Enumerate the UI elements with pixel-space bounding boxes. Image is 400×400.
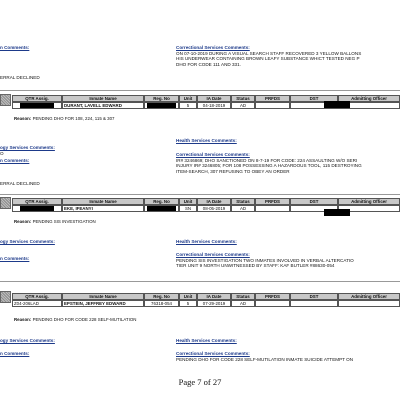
psych-comments-label-2: ogy Services Comments: xyxy=(0,145,55,150)
correctional-text-3: PENDING SIS INVESTIGATION TWO INMATES INVOLVED IN VERBAL ALTERCATIO TIER UNIT 9 NORTH UNWITNESSED BY STAFF: KAF BUTLER #88630-054 xyxy=(176,258,354,269)
psych-comments-label-3: ogy Services Comments: xyxy=(0,239,55,244)
header-unit: Unit xyxy=(179,95,197,102)
inmate-table-3 xyxy=(0,293,400,310)
header-qtr: QTR Assig. xyxy=(12,198,62,205)
cell-status: AD xyxy=(231,205,255,212)
cell-unit: 5 xyxy=(179,102,197,109)
cell-unit: SN xyxy=(179,205,197,212)
header-name: Inmate Name xyxy=(62,95,144,102)
correctional-text-2: IR# 3246869; DHO SANCTIONED ON 8-7-19 FOR CODE: 224 ASSAULTING W/O SERI INJURY IR# 3246805; FOR 108 POSSESSING A HAZARDOUS TOOL, 115 DESTROYING ITEM-SEARCH, 307 REFUSING TO OBEY AN ORDER xyxy=(176,158,362,174)
header-reg: Reg. No xyxy=(144,198,179,205)
cell-ia-date: 08-05-2019 xyxy=(197,205,231,212)
comments-label-1: n Comments: xyxy=(0,45,30,50)
cell-status: AD xyxy=(231,102,255,109)
cell-name: DURANT, LAVELL EDWARD xyxy=(62,102,144,109)
header-name: Inmate Name xyxy=(62,198,144,205)
header-officer: Admitting Officer xyxy=(338,198,400,205)
header-status: Status xyxy=(231,198,255,205)
cell-dst xyxy=(290,300,338,307)
header-qtr: QTR Assig. xyxy=(12,293,62,300)
comments-label-2: n Comments: xyxy=(0,158,30,163)
header-dst: DST xyxy=(290,95,338,102)
correctional-comments-label-2: Correctional Services Comments: xyxy=(176,152,250,157)
header-status: Status xyxy=(231,293,255,300)
correctional-comments-label-4: Correctional Services Comments: xyxy=(176,351,250,356)
page-number: Page 7 of 27 xyxy=(178,377,222,387)
header-ia-date: IA Date xyxy=(197,293,231,300)
cell-status: AD xyxy=(231,300,255,307)
cell-prfds xyxy=(255,300,290,307)
cell-reg: 76318-054 xyxy=(144,300,179,307)
redaction-bar xyxy=(324,209,350,216)
header-dst: DST xyxy=(290,198,338,205)
redaction-bar xyxy=(324,101,350,108)
header-ia-date: IA Date xyxy=(197,198,231,205)
header-dst: DST xyxy=(290,293,338,300)
header-name: Inmate Name xyxy=(62,293,144,300)
header-officer: Admitting Officer xyxy=(338,95,400,102)
reason-line-2: Reason: PENDING SIS INVESTIGATION xyxy=(14,219,96,224)
cell-qtr: Z04-206LAD xyxy=(12,300,62,307)
referral-status-1: ERRAL DECLINED xyxy=(0,75,40,80)
header-reg: Reg. No xyxy=(144,293,179,300)
cell-prfds xyxy=(255,205,290,212)
correctional-comments-label-1: Correctional Services Comments: xyxy=(176,45,250,50)
reason-line-1: Reason: PENDING DHO FOR 108, 224, 115 & 307 xyxy=(14,116,115,121)
health-comments-label-2: Health Services Comments: xyxy=(176,138,237,143)
health-comments-label-4: Health Services Comments: xyxy=(176,338,237,343)
header-qtr: QTR Assig. xyxy=(12,95,62,102)
comments-label-3: n Comments: xyxy=(0,256,30,261)
redaction-bar xyxy=(147,103,176,108)
cell-ia-date: 04-18-2019 xyxy=(197,102,231,109)
redaction-bar xyxy=(20,206,54,211)
reason-line-3: Reason: PENDING DHO FOR CODE 228 SELF-MUTILATION xyxy=(14,317,137,322)
correctional-comments-label-3: Correctional Services Comments: xyxy=(176,252,250,257)
cell-name: EPSTEIN, JEFFREY EDWARD xyxy=(62,300,144,307)
header-ia-date: IA Date xyxy=(197,95,231,102)
header-reg: Reg. No xyxy=(144,95,179,102)
redaction-bar xyxy=(147,206,176,211)
cell-name: EKE, IFEANYI xyxy=(62,205,144,212)
comments-label-4: n Comments: xyxy=(0,351,30,356)
header-unit: Unit xyxy=(179,293,197,300)
header-unit: Unit xyxy=(179,198,197,205)
cell-officer xyxy=(338,300,400,307)
referral-status-2: ERRAL DECLINED xyxy=(0,181,40,186)
cell-ia-date: 07-29-2019 xyxy=(197,300,231,307)
correctional-text-1: ON 07-10-2019 DURING A VISUAL SEARCH STAFF RECOVERED 3 YELLOW BALLONS HIS UNDERWEAR CONTAINING BROWN LEAFY SUBSTANCE WHICT TESTED NEG P DHO FOR CODE 111 AND 331. xyxy=(176,51,362,67)
cell-unit: 5 xyxy=(179,300,197,307)
cell-prfds xyxy=(255,102,290,109)
header-prfds: PRFDS xyxy=(255,95,290,102)
correctional-text-4: PENDING DHO FOR CODE 228 SELF-MUTILATION INMATE SUICIDE ATTEMPT ON xyxy=(176,357,354,362)
header-officer: Admitting Officer xyxy=(338,293,400,300)
psych-text-2: O xyxy=(0,151,4,156)
health-comments-label-3: Health Services Comments: xyxy=(176,239,237,244)
redaction-bar xyxy=(20,103,54,108)
header-prfds: PRFDS xyxy=(255,198,290,205)
header-status: Status xyxy=(231,95,255,102)
psych-comments-label-4: ogy Services Comments: xyxy=(0,338,55,343)
header-prfds: PRFDS xyxy=(255,293,290,300)
